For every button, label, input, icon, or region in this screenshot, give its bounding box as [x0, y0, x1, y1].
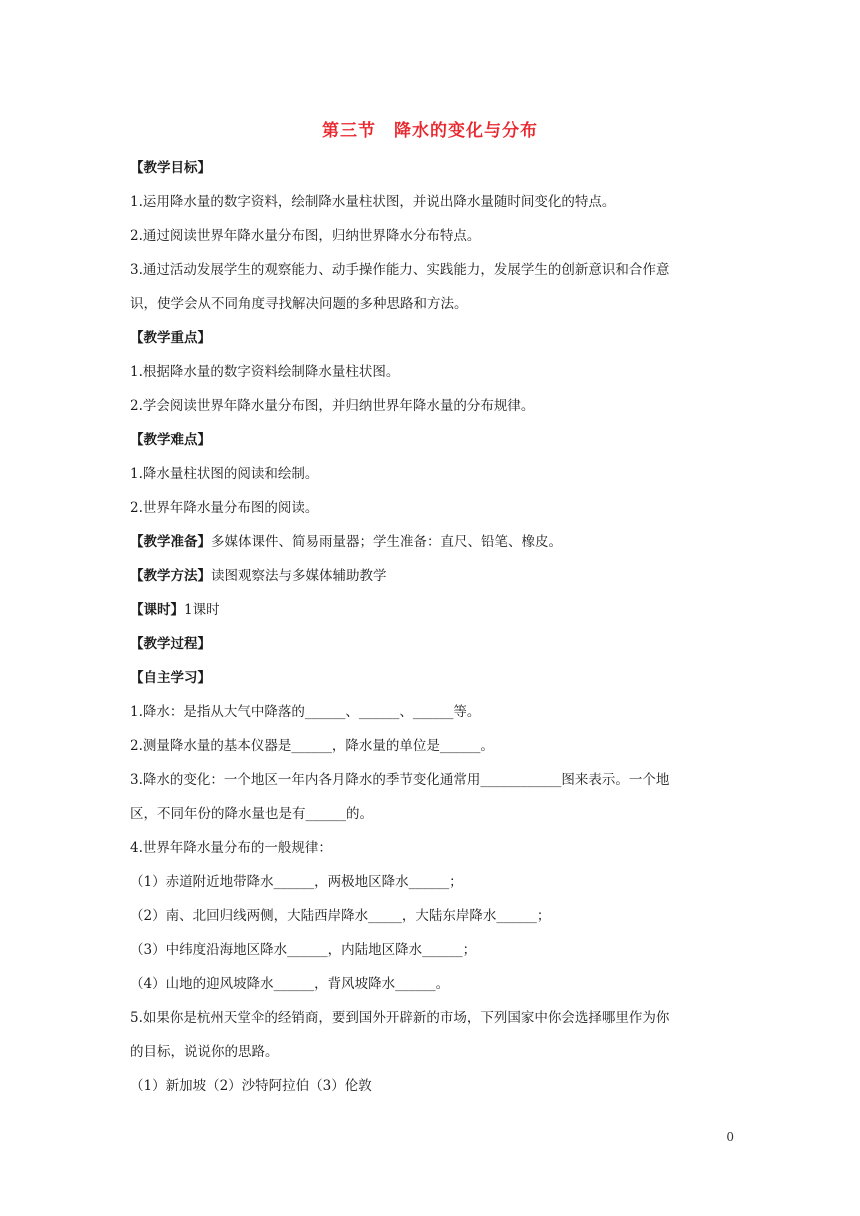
method-text: 读图观察法与多媒体辅助教学 [211, 568, 387, 584]
key-point-item: 2.学会阅读世界年降水量分布图，并归纳世界年降水量的分布规律。 [130, 398, 535, 414]
self-study-item: 2.测量降水量的基本仪器是______，降水量的单位是______。 [130, 738, 494, 754]
goal-item-continued: 识，使学会从不同角度寻找解决问题的多种思路和方法。 [130, 296, 468, 312]
period-label: 【课时】 [130, 602, 184, 618]
self-study-item: 1.降水：是指从大气中降落的______、______、______等。 [130, 704, 481, 720]
self-study-item-continued: 的目标，说说你的思路。 [130, 1044, 279, 1060]
self-study-subitem: （2）南、北回归线两侧，大陆西岸降水_____，大陆东岸降水______； [130, 908, 551, 924]
self-study-options: （1）新加坡（2）沙特阿拉伯（3）伦敦 [130, 1078, 372, 1094]
self-study-subitem: （3）中纬度沿海地区降水______，内陆地区降水______； [130, 942, 477, 958]
goal-item: 3.通过活动发展学生的观察能力、动手操作能力、实践能力，发展学生的创新意识和合作意 [130, 262, 670, 278]
difficulty-item: 2.世界年降水量分布图的阅读。 [130, 500, 319, 516]
section-heading-key-points: 【教学重点】 [130, 330, 211, 346]
method-label: 【教学方法】 [130, 568, 211, 584]
period-text: 1课时 [184, 602, 220, 618]
goal-item: 2.通过阅读世界年降水量分布图，归纳世界降水分布特点。 [130, 228, 481, 244]
goal-item: 1.运用降水量的数字资料，绘制降水量柱状图，并说出降水量随时间变化的特点。 [130, 194, 616, 210]
preparation-text: 多媒体课件、简易雨量器；学生准备：直尺、铅笔、橡皮。 [211, 534, 562, 550]
period-line [130, 593, 736, 627]
method-line [130, 559, 736, 593]
key-point-item: 1.根据降水量的数字资料绘制降水量柱状图。 [130, 364, 400, 380]
section-heading-process: 【教学过程】 [130, 636, 211, 652]
preparation-label: 【教学准备】 [130, 534, 211, 550]
difficulty-item: 1.降水量柱状图的阅读和绘制。 [130, 466, 319, 482]
section-heading-goals: 【教学目标】 [130, 160, 211, 176]
self-study-item: 4.世界年降水量分布的一般规律： [130, 840, 332, 856]
preparation-line [130, 525, 736, 559]
self-study-item-continued: 区，不同年份的降水量也是有______的。 [130, 806, 373, 822]
section-heading-difficulties: 【教学难点】 [130, 432, 211, 448]
section-heading-self-study: 【自主学习】 [130, 670, 211, 686]
document-title: 第三节 降水的变化与分布 [322, 121, 538, 141]
self-study-item: 3.降水的变化：一个地区一年内各月降水的季节变化通常用____________图来表示。一个地 [130, 772, 670, 788]
self-study-subitem: （4）山地的迎风坡降水______，背风坡降水______。 [130, 976, 450, 992]
self-study-item: 5.如果你是杭州天堂伞的经销商，要到国外开辟新的市场，下列国家中你会选择哪里作为你 [130, 1010, 670, 1026]
self-study-subitem: （1）赤道附近地带降水______，两极地区降水______； [130, 874, 463, 890]
page-number: 0 [726, 1130, 734, 1144]
document-body [130, 151, 736, 1103]
